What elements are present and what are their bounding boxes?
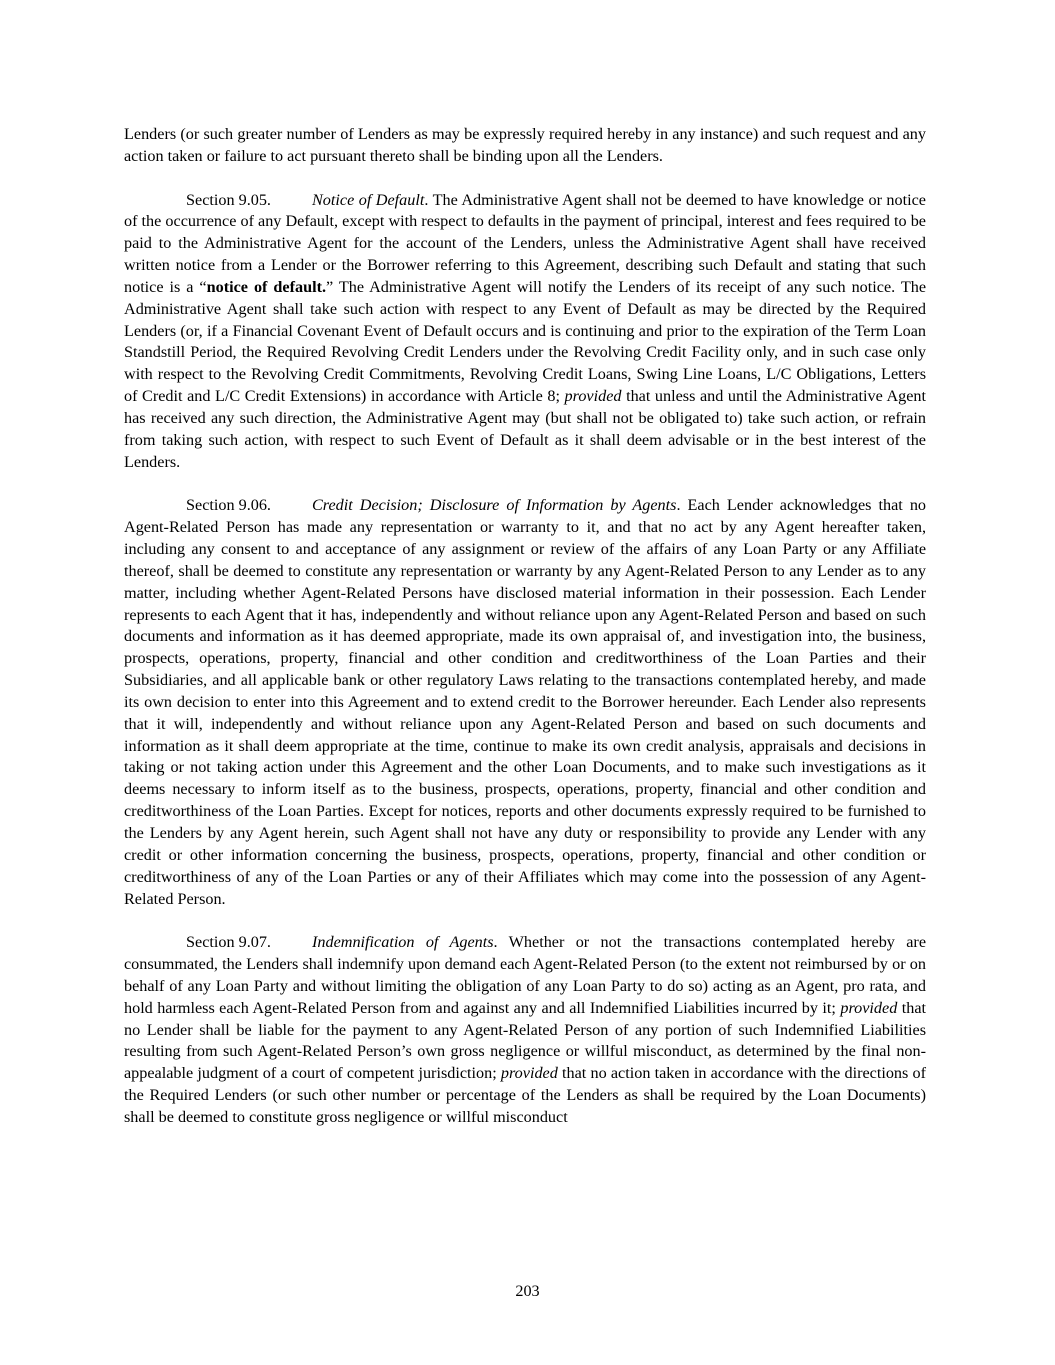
section-9-07 <box>124 932 926 1129</box>
section-9-05 <box>124 190 926 474</box>
italic-term: provided <box>500 1064 558 1083</box>
italic-term: provided <box>840 998 898 1017</box>
section-title: Credit Decision; Disclosure of Information by Agents <box>312 496 677 515</box>
paragraph-continuation: Lenders (or such greater number of Lenders as may be expressly required hereby in any instance) and such request and any action taken or failure to act pursuant thereto shall be binding upon all the Lenders. <box>124 125 926 165</box>
section-number: Section 9.07. <box>186 933 271 952</box>
section-text: that unless and until the Administrative Agent has received any such direction, the Administrative Agent may (but shall not be obligated to) take such action, or refrain from taking such action, with respect to such Event of Default as it shall deem advisable or in the best interest of the Lenders. <box>124 387 926 471</box>
section-text: ” The Administrative Agent will notify the Lenders of its receipt of any such notice. The Administrative Agent shall take such action with respect to any Event of Default as may be directed by the Required Lenders (or, if a Financial Covenant Event of Default occurs and is continuing and prior to the expiration of the Term Loan Standstill Period, the Required Revolving Credit Lenders under the Revolving Credit Facility only, and in such case only with respect to the Revolving Credit Commitments, Revolving Credit Loans, Swing Line Loans, L/C Obligations, Letters of Credit and L/C Credit Extensions) in accordance with Article 8; <box>124 277 927 406</box>
section-text: . Whether or not the transactions contemplated hereby are consummated, the Lenders shall indemnify upon demand each Agent-Related Person (to the extent not reimbursed by or on behalf of any Loan Party and without limiting the obligation of any Loan Party to do so) acting as an Agent, pro rata, and hold harmless each Agent-Related Person from and against any and all Indemnified Liabilities incurred by it; <box>124 933 926 1017</box>
document-page <box>124 124 926 1151</box>
page-number: 203 <box>515 1282 540 1300</box>
section-text: . Each Lender acknowledges that no Agent-Related Person has made any representation or warranty to it, and that no act by any Agent hereafter taken, including any consent to and acceptance of any assignment or review of the affairs of any Loan Party or any Affiliate thereof, shall be deemed to constitute any representation or warranty by any Agent-Related Person to any Lender as to any matter, including whether Agent-Related Persons have disclosed material information in their possession. Each Lender represents to each Agent that it has, independently and without reliance upon any Agent-Related Person and based on such documents and information as it has deemed appropriate, made its own appraisal of, and investigation into, the business, prospects, operations, property, financial and other condition and creditworthiness of the Loan Parties and their Subsidiaries, and all applicable bank or other regulatory Laws relating to the transactions contemplated hereby, and made its own decision to enter into this Agreement and to extend credit to the Borrower hereunder. Each Lender also represents that it will, independently and without reliance upon any Agent-Related Person and based on such documents and information as it shall deem appropriate at the time, continue to make its own credit analysis, appraisals and decisions in taking or not taking action under this Agreement and the other Loan Documents, and to make such investigations as it deems necessary to inform itself as to the business, prospects, operations, property, financial and other condition and creditworthiness of the Loan Parties. Except for notices, reports and other documents expressly required to be furnished to the Lenders by any Agent herein, such Agent shall not have any duty or responsibility to provide any Lender with any credit or other information concerning the business, prospects, operations, property, financial and other condition or creditworthiness of any of the Loan Parties or any of their Affiliates which may come into the possession of any Agent-Related Person. <box>124 496 927 908</box>
bold-term: notice of default. <box>206 277 327 296</box>
section-text: that no Lender shall be liable for the payment to any Agent-Related Person of any portion of such Indemnified Liabilities resulting from such Agent-Related Person’s own gross negligence or willful misconduct, as determined by the final non-appealable judgment of a court of competent jurisdiction; <box>124 998 926 1083</box>
section-title: Indemnification of Agents <box>312 933 494 952</box>
section-number: Section 9.05. <box>186 190 271 209</box>
section-number: Section 9.06. <box>186 496 271 515</box>
section-text: that no action taken in accordance with the directions of the Required Lenders (or such other number or percentage of the Lenders as shall be required by the Loan Documents) shall be deemed to constitute gross negligence or willful misconduct <box>124 1064 926 1126</box>
section-title: Notice of Default <box>312 190 425 209</box>
section-9-06 <box>124 495 926 910</box>
italic-term: provided <box>564 387 622 406</box>
section-text: . The Administrative Agent shall not be deemed to have knowledge or notice of the occurrence of any Default, except with respect to defaults in the payment of principal, interest and fees required to be paid to the Administrative Agent for the account of the Lenders, unless the Administrative Agent shall have received written notice from a Lender or the Borrower referring to this Agreement, describing such Default and stating that such notice is a “ <box>124 190 926 296</box>
